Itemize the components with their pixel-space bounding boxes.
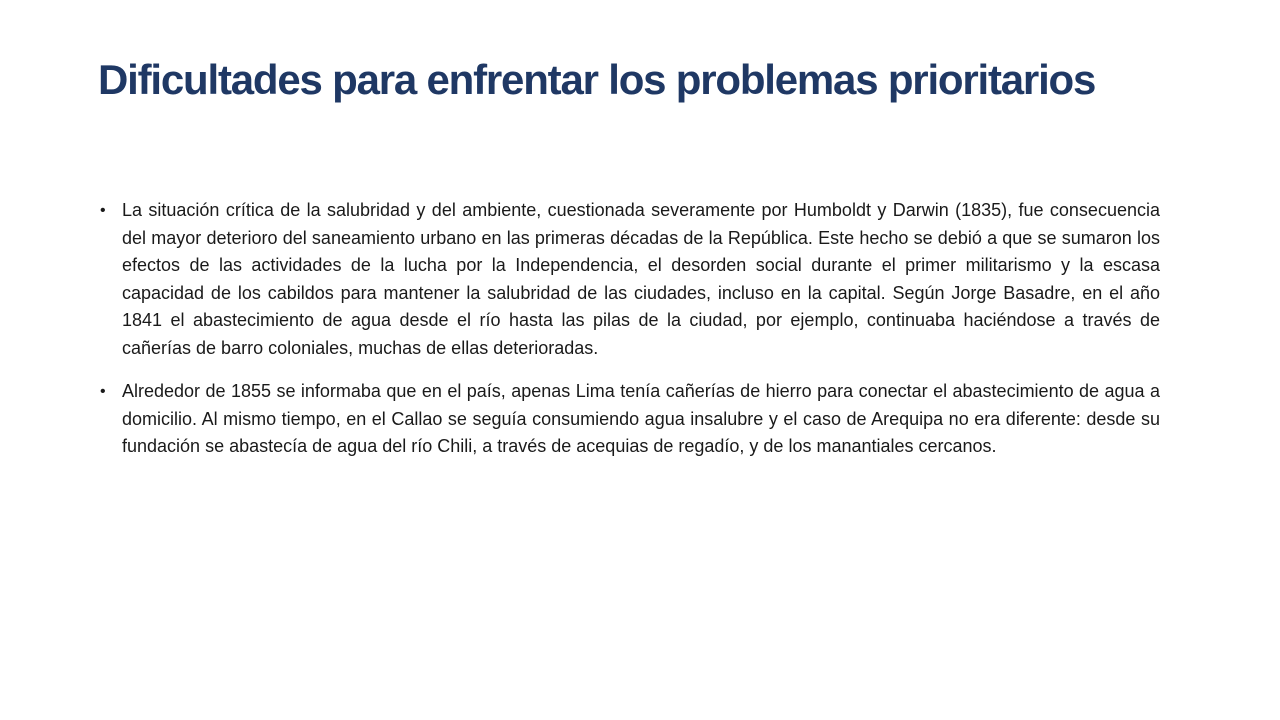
bullet-item-1 [100,197,1160,362]
bullet-item-2 [100,378,1160,461]
bullet-text: Alrededor de 1855 se informaba que en el país, apenas Lima tenía cañerías de hierro para conectar el abastecimiento de agua a domicilio. Al mismo tiempo, en el Callao se seguía consumiendo agua insalubre y el caso de Arequipa no era diferente: desde su fundación se abastecía de agua del río Chili, a través de acequias de regadío, y de los manantiales cercanos. [122,381,1160,456]
bullet-marker: • [100,383,106,400]
bullet-marker: • [100,202,106,219]
bullet-text: La situación crítica de la salubridad y del ambiente, cuestionada severamente por Humboldt y Darwin (1835), fue consecuencia del mayor deterioro del saneamiento urbano en las primeras décadas de la República. Este hecho se debió a que se sumaron los efectos de las actividades de la lucha por la Independencia, el desorden social durante el primer militarismo y la escasa capacidad de los cabildos para mantener la salubridad de las ciudades, incluso en la capital. Según Jorge Basadre, en el año 1841 el abastecimiento de agua desde el río hasta las pilas de la ciudad, por ejemplo, continuaba haciéndose a través de cañerías de barro coloniales, muchas de ellas deterioradas. [122,200,1160,358]
slide-title: Dificultades para enfrentar los problemas prioritarios [98,56,1096,103]
bullet-list [100,197,1160,477]
